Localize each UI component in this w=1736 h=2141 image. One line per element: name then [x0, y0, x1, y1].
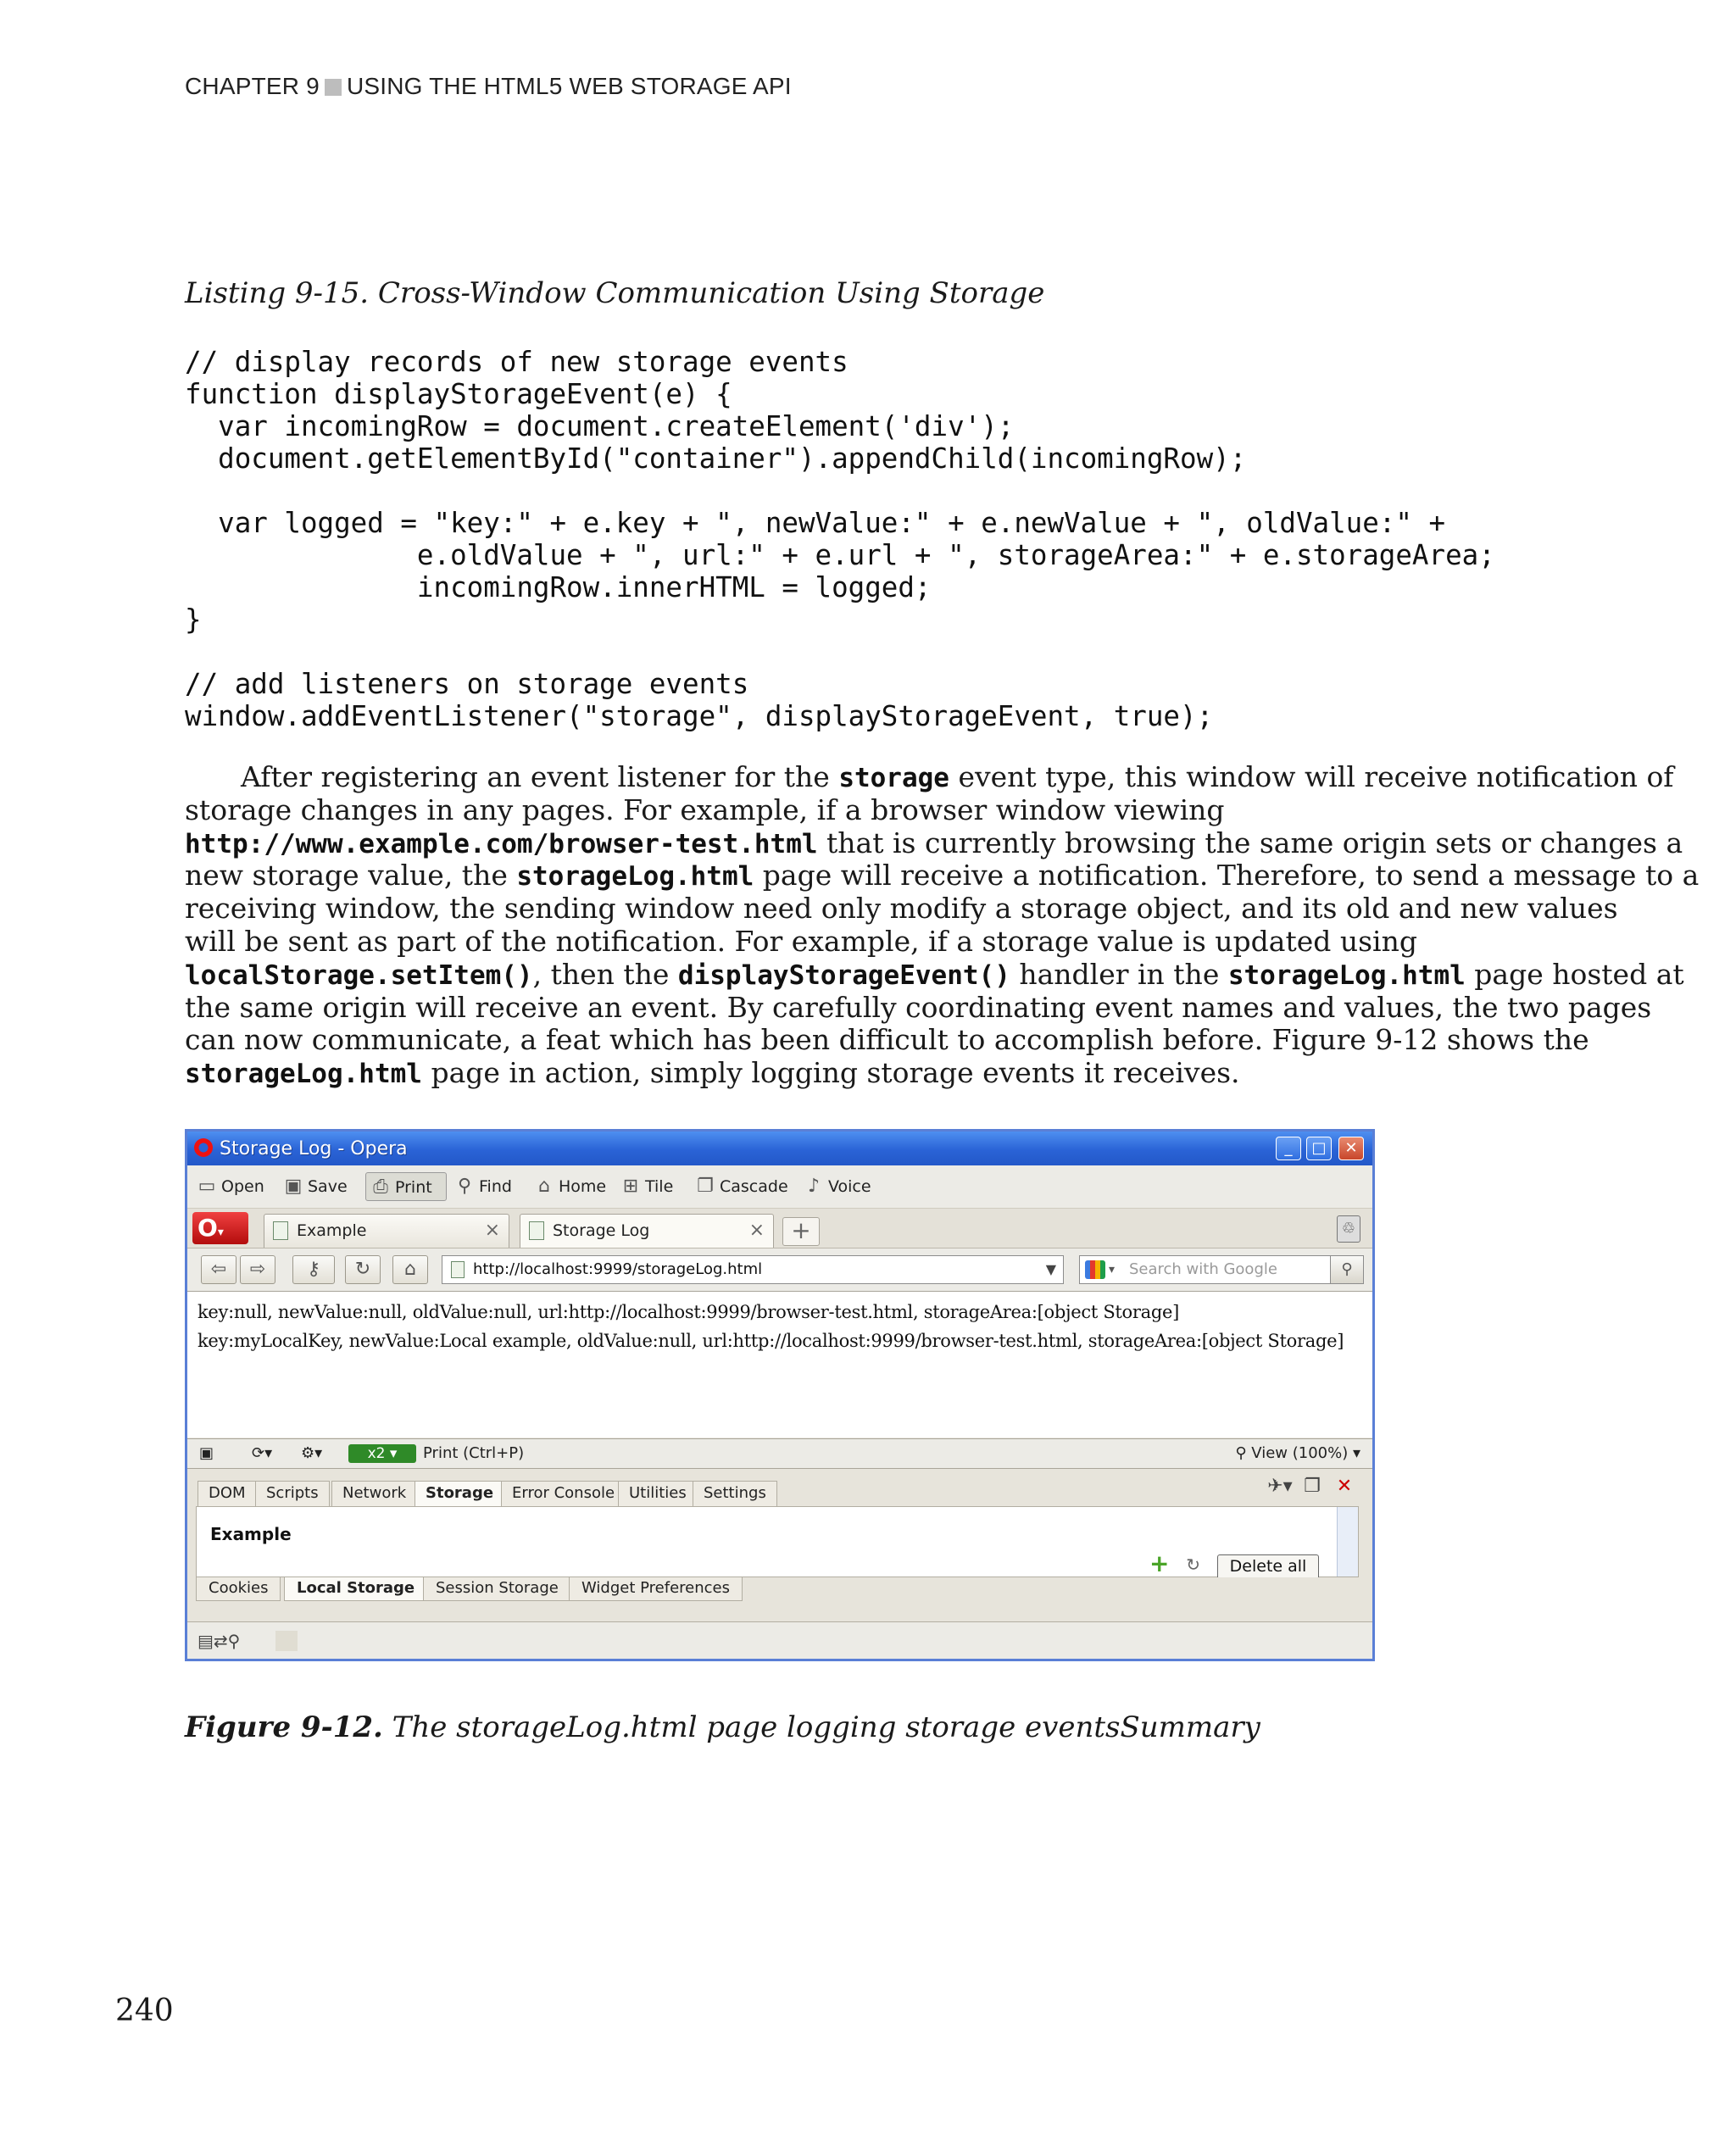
- unite-icon[interactable]: ⚙▾: [301, 1444, 323, 1462]
- text-run: page hosted at: [1465, 957, 1684, 991]
- inline-code: displayStorageEvent(): [677, 959, 1010, 991]
- button-label: Find: [479, 1177, 512, 1196]
- code-line: [185, 475, 1495, 507]
- dock-icon[interactable]: ✈▾: [1267, 1476, 1293, 1497]
- tab-label: Storage Log: [553, 1221, 650, 1240]
- main-toolbar: [187, 1165, 1372, 1209]
- button-label: Open: [221, 1177, 264, 1196]
- badge-text: x2: [367, 1445, 386, 1462]
- printer-icon: ⎙: [373, 1176, 388, 1198]
- code-line: // display records of new storage events: [185, 346, 849, 378]
- tab-label: Example: [297, 1221, 367, 1240]
- code-line: document.getElementById("container").appendChild(incomingRow);: [185, 442, 1247, 475]
- print-hint: Print (Ctrl+P): [423, 1444, 525, 1462]
- panel-label: Example: [210, 1524, 292, 1544]
- search-input[interactable]: [1079, 1255, 1364, 1284]
- bottom-bar: [187, 1621, 1372, 1660]
- listing-title: Cross-Window Communication Using Storage: [377, 276, 1045, 310]
- paragraph-line: receiving window, the sending window need only modify a storage object, and its old and new values: [185, 892, 1618, 926]
- floppy-icon: ▣: [284, 1176, 303, 1197]
- paragraph-line: [185, 760, 1674, 794]
- code-line: var logged = "key:" + e.key + ", newValue:" + e.newValue + ", oldValue:" +: [185, 507, 1446, 539]
- tab-widget-preferences[interactable]: Widget Preferences: [569, 1577, 743, 1601]
- scrollbar[interactable]: [1337, 1507, 1358, 1577]
- sync-icon[interactable]: ⟳▾: [252, 1444, 273, 1462]
- address-text: http://localhost:9999/storageLog.html: [473, 1260, 763, 1278]
- figure-caption: [185, 1710, 1260, 1744]
- chapter-title: USING THE HTML5 WEB STORAGE API: [346, 73, 792, 99]
- dragonfly-panel: [187, 1469, 1372, 1621]
- paragraph-line: can now communicate, a feat which has been difficult to accomplish before. Figure 9-12 shows the: [185, 1023, 1589, 1057]
- paragraph-line: storage changes in any pages. For example, if a browser window viewing: [185, 792, 1225, 826]
- paragraph-line: [185, 1057, 1558, 1090]
- button-label: Home: [559, 1177, 607, 1196]
- text-run: , then the: [532, 957, 678, 991]
- tab-settings[interactable]: Settings: [693, 1481, 777, 1506]
- window-title: Storage Log - Opera: [220, 1138, 408, 1159]
- body-paragraph: [185, 760, 1700, 1090]
- home-icon: ⌂: [538, 1176, 550, 1197]
- maximize-button[interactable]: □: [1306, 1137, 1332, 1160]
- button-label: Voice: [828, 1177, 871, 1196]
- zoom-label: View (100%): [1251, 1444, 1349, 1462]
- new-tab-button[interactable]: +: [782, 1217, 820, 1246]
- search-icon[interactable]: ⚲: [1330, 1256, 1363, 1283]
- text-run: new storage value, the: [185, 859, 517, 893]
- tab-storage[interactable]: Storage: [415, 1481, 504, 1506]
- reload-button[interactable]: ↻: [345, 1255, 381, 1284]
- separator-square-icon: [325, 79, 342, 96]
- print-button[interactable]: [365, 1172, 447, 1201]
- button-label: Tile: [645, 1177, 674, 1196]
- layout-icon[interactable]: ▤⇄⚲: [198, 1631, 241, 1651]
- add-icon[interactable]: +: [1149, 1549, 1170, 1577]
- page-content: [187, 1292, 1372, 1438]
- tab-bar: [187, 1209, 1372, 1248]
- microphone-icon: ♪: [807, 1176, 821, 1197]
- chevron-down-icon[interactable]: ▼: [1045, 1261, 1056, 1277]
- browser-window-screenshot: [185, 1129, 1375, 1661]
- page-icon: [529, 1221, 544, 1240]
- code-line: [185, 636, 1495, 668]
- opera-logo-icon: [194, 1138, 213, 1157]
- tab-local-storage[interactable]: Local Storage: [284, 1577, 427, 1601]
- close-tab-icon[interactable]: ×: [748, 1220, 765, 1241]
- tab-dom[interactable]: DOM: [198, 1481, 257, 1506]
- inline-code: http://www.example.com/browser-test.html: [185, 828, 818, 859]
- inline-code: localStorage.setItem(): [185, 959, 533, 991]
- tile-icon: ⊞: [622, 1176, 639, 1197]
- paragraph-line: [185, 826, 1683, 860]
- listing-label: Listing 9-15.: [185, 276, 370, 310]
- text-run: After registering an event listener for the: [241, 760, 839, 793]
- figure-title: The storageLog.html page logging storage eventsSummary: [392, 1710, 1260, 1744]
- voice-button[interactable]: [799, 1172, 871, 1201]
- chevron-down-icon[interactable]: ▾: [1109, 1263, 1116, 1276]
- log-row: key:myLocalKey, newValue:Local example, oldValue:null, url:http://localhost:9999/browser-test.html, storageArea:[object Storage]: [198, 1331, 1344, 1351]
- folder-icon: ▭: [198, 1176, 216, 1197]
- open-button[interactable]: [192, 1172, 264, 1201]
- code-line: function displayStorageEvent(e) {: [185, 378, 732, 410]
- code-line: }: [185, 603, 202, 636]
- home-nav-button[interactable]: ⌂: [392, 1255, 428, 1284]
- tab-network[interactable]: Network: [331, 1481, 417, 1506]
- address-field[interactable]: [442, 1255, 1064, 1284]
- detach-icon[interactable]: ❐: [1304, 1476, 1321, 1497]
- tab-utilities[interactable]: Utilities: [618, 1481, 698, 1506]
- wand-key-button[interactable]: ⚷: [292, 1255, 335, 1284]
- opera-menu-button[interactable]: O▾: [192, 1212, 248, 1244]
- save-button[interactable]: [279, 1172, 348, 1201]
- address-toolbar: [187, 1248, 1372, 1292]
- blank-field: [275, 1631, 298, 1651]
- text-run: that is currently browsing the same origin sets or changes a: [817, 826, 1683, 859]
- button-label: Save: [308, 1177, 348, 1196]
- listing-caption: [185, 276, 1044, 310]
- figure-label: Figure 9-12.: [185, 1710, 383, 1744]
- title-bar: [187, 1132, 1372, 1165]
- button-label: Cascade: [720, 1177, 788, 1196]
- find-button[interactable]: [450, 1172, 512, 1201]
- close-button[interactable]: ✕: [1338, 1137, 1364, 1160]
- paragraph-line: [185, 859, 1700, 893]
- status-bar: [187, 1438, 1372, 1469]
- code-listing: [185, 346, 1495, 732]
- forward-button[interactable]: ⇨: [240, 1255, 275, 1284]
- cascade-icon: ❐: [697, 1176, 714, 1197]
- tab-session-storage[interactable]: Session Storage: [423, 1577, 571, 1601]
- inline-code: storage: [838, 763, 949, 793]
- back-button[interactable]: ⇦: [201, 1255, 236, 1284]
- delete-all-button[interactable]: Delete all: [1217, 1554, 1319, 1577]
- text-run: page in action, simply logging storage events it receives.: [421, 1056, 1240, 1090]
- search-placeholder: Search with Google: [1129, 1260, 1277, 1278]
- refresh-icon[interactable]: ↻: [1186, 1554, 1200, 1575]
- button-label: Print: [395, 1178, 432, 1197]
- trash-icon[interactable]: ♲: [1337, 1215, 1360, 1243]
- google-icon: [1085, 1260, 1105, 1279]
- tile-button[interactable]: [616, 1172, 673, 1201]
- minimize-button[interactable]: _: [1276, 1137, 1301, 1160]
- tab-example[interactable]: [264, 1214, 509, 1248]
- chapter-label: CHAPTER 9: [185, 73, 320, 99]
- magnifier-icon: ⚲: [457, 1176, 472, 1197]
- paragraph-line: will be sent as part of the notification. For example, if a storage value is updated using: [185, 924, 1417, 958]
- home-button[interactable]: [530, 1172, 606, 1201]
- panel-toggle-icon[interactable]: ▣: [199, 1444, 214, 1462]
- code-line: incomingRow.innerHTML = logged;: [185, 571, 932, 603]
- text-run: event type, this window will receive notification of: [949, 760, 1674, 793]
- status-badge[interactable]: x2 ▾: [348, 1444, 416, 1463]
- tab-storage-log[interactable]: [520, 1214, 774, 1248]
- code-line: // add listeners on storage events: [185, 668, 749, 700]
- close-tab-icon[interactable]: ×: [484, 1220, 500, 1241]
- page-icon: [451, 1261, 465, 1278]
- inline-code: storageLog.html: [185, 1059, 422, 1090]
- paragraph-line: the same origin will receive an event. By carefully coordinating event names and values, the two pages: [185, 990, 1652, 1024]
- close-icon[interactable]: ✕: [1336, 1476, 1353, 1497]
- zoom-control[interactable]: ⚲ View (100%) ▾: [1235, 1444, 1360, 1462]
- text-run: page will receive a notification. Therefore, to send a message to a: [754, 859, 1700, 893]
- cascade-button[interactable]: [691, 1172, 788, 1201]
- tab-error-console[interactable]: Error Console: [501, 1481, 626, 1506]
- text-run: handler in the: [1010, 957, 1228, 991]
- inline-code: storageLog.html: [1227, 959, 1466, 991]
- tab-cookies[interactable]: Cookies: [196, 1577, 281, 1601]
- storage-panel: [196, 1506, 1359, 1577]
- page-icon: [273, 1221, 288, 1240]
- log-row: key:null, newValue:null, oldValue:null, url:http://localhost:9999/browser-test.html, storageArea:[object Storage]: [198, 1302, 1180, 1322]
- paragraph-line: [185, 957, 1684, 992]
- devtools-controls: [1264, 1474, 1360, 1499]
- code-line: e.oldValue + ", url:" + e.url + ", storageArea:" + e.storageArea;: [185, 539, 1495, 571]
- code-line: var incomingRow = document.createElement('div');: [185, 410, 1015, 442]
- running-head: [185, 73, 792, 100]
- tab-scripts[interactable]: Scripts: [255, 1481, 330, 1506]
- page-number: 240: [115, 1994, 174, 2028]
- code-line: window.addEventListener("storage", displayStorageEvent, true);: [185, 700, 1214, 732]
- inline-code: storageLog.html: [516, 861, 754, 893]
